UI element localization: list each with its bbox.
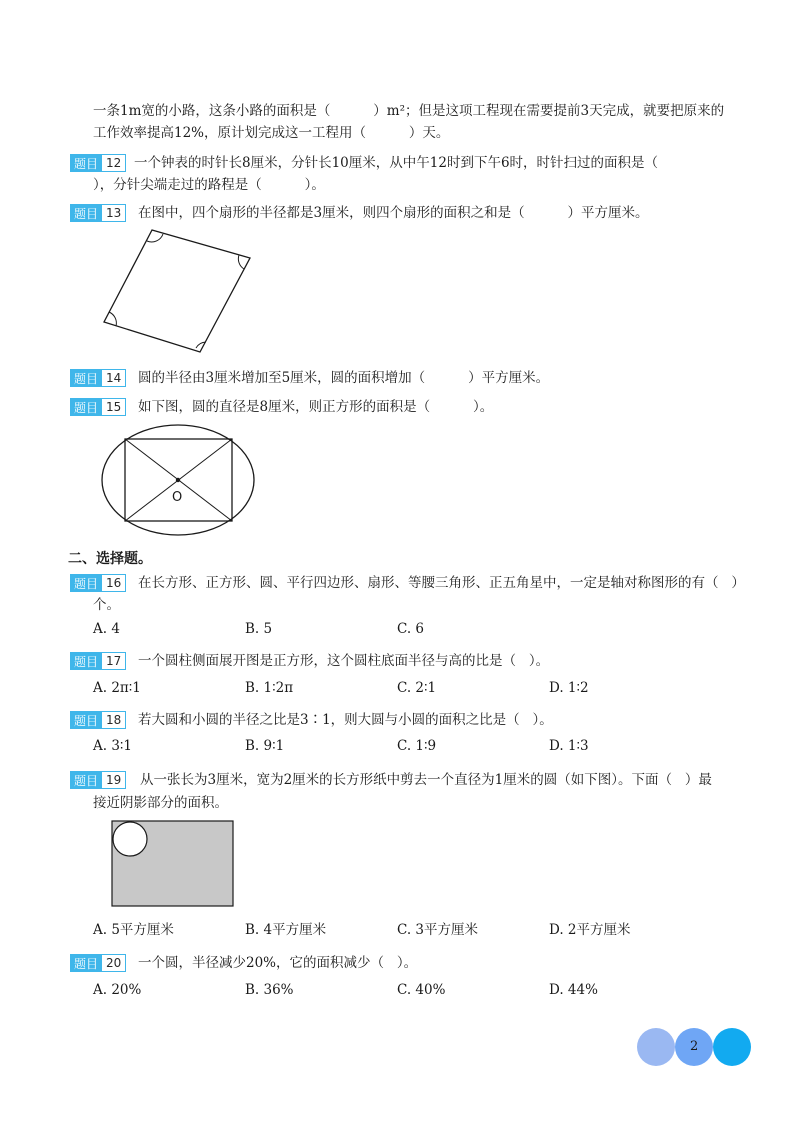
q18-option-b[interactable]: B. 9∶1	[245, 738, 285, 754]
q20-option-d[interactable]: D. 44%	[549, 982, 598, 998]
light-circle	[637, 1028, 675, 1066]
question-tag-18	[70, 711, 126, 729]
q18-text: 若大圆和小圆的半径之比是3∶1，则大圆与小圆的面积之比是（ ）。	[138, 712, 553, 728]
q20-option-b[interactable]: B. 36%	[245, 982, 294, 998]
question-tag-15	[70, 398, 126, 416]
tag-number: 18	[102, 711, 126, 729]
tag-label: 题目	[70, 398, 102, 416]
q16-line-1: 在长方形、正方形、圆、平行四边形、扇形、等腰三角形、正五角星中，一定是轴对称图形的有（ ）	[138, 575, 745, 591]
q19-option-a[interactable]: A. 5平方厘米	[93, 922, 174, 938]
question-tag-12	[70, 154, 126, 172]
question-tag-19	[70, 771, 126, 789]
tag-number: 19	[102, 771, 126, 789]
q15-text: 如下图，圆的直径是8厘米，则正方形的面积是（ ）。	[138, 399, 494, 415]
q14-text: 圆的半径由3厘米增加至5厘米，圆的面积增加（ ）平方厘米。	[138, 370, 550, 386]
q13-text: 在图中，四个扇形的半径都是3厘米，则四个扇形的面积之和是（ ）平方厘米。	[138, 205, 649, 221]
shaded-rectangle-figure	[111, 820, 235, 908]
tag-number: 13	[102, 204, 126, 222]
tag-number: 16	[102, 574, 126, 592]
q20-option-c[interactable]: C. 40%	[397, 982, 446, 998]
q20-option-a[interactable]: A. 20%	[93, 982, 142, 998]
tag-number: 20	[102, 954, 126, 972]
tag-number: 14	[102, 369, 126, 387]
intro-line-1: 一条1m宽的小路，这条小路的面积是（ ）m²；但是这项工程现在需要提前3天完成，就要把原来的	[93, 103, 725, 119]
tag-label: 题目	[70, 154, 102, 172]
tag-label: 题目	[70, 204, 102, 222]
tag-number: 12	[102, 154, 126, 172]
tag-label: 题目	[70, 574, 102, 592]
intro-line-2: 工作效率提高12%，原计划完成这一工程用（ ）天。	[93, 125, 450, 141]
q17-text: 一个圆柱侧面展开图是正方形，这个圆柱底面半径与高的比是（ ）。	[138, 653, 550, 669]
tag-label: 题目	[70, 369, 102, 387]
q18-option-d[interactable]: D. 1∶3	[549, 738, 589, 754]
q17-option-b[interactable]: B. 1∶2π	[245, 680, 294, 696]
tag-label: 题目	[70, 711, 102, 729]
q16-option-c[interactable]: C. 6	[397, 621, 425, 637]
q12-line-1: 一个钟表的时针长8厘米，分针长10厘米，从中午12时到下午6时，时针扫过的面积是（	[134, 155, 659, 171]
q17-option-c[interactable]: C. 2∶1	[397, 680, 437, 696]
question-tag-13	[70, 204, 126, 222]
question-tag-16	[70, 574, 126, 592]
dark-circle	[713, 1028, 751, 1066]
tag-label: 题目	[70, 771, 102, 789]
q16-line-2: 个。	[93, 597, 120, 613]
q19-option-d[interactable]: D. 2平方厘米	[549, 922, 631, 938]
tag-label: 题目	[70, 954, 102, 972]
q20-text: 一个圆，半径减少20%，它的面积减少（ ）。	[138, 955, 418, 971]
tag-number: 15	[102, 398, 126, 416]
section-title: 二、选择题。	[68, 551, 152, 567]
q19-option-b[interactable]: B. 4平方厘米	[245, 922, 327, 938]
question-tag-14	[70, 369, 126, 387]
q19-line-1: 从一张长为3厘米，宽为2厘米的长方形纸中剪去一个直径为1厘米的圆（如下图）。下面（ ）最	[140, 772, 712, 788]
q18-option-c[interactable]: C. 1∶9	[397, 738, 437, 754]
q18-option-a[interactable]: A. 3∶1	[93, 738, 133, 754]
tag-number: 17	[102, 652, 126, 670]
q17-option-d[interactable]: D. 1∶2	[549, 680, 589, 696]
q12-line-2: ），分针尖端走过的路程是（ ）。	[93, 177, 325, 193]
q16-option-a[interactable]: A. 4	[93, 621, 120, 637]
question-tag-20	[70, 954, 126, 972]
circle-square-figure	[98, 422, 260, 540]
tag-label: 题目	[70, 652, 102, 670]
parallelogram-figure	[100, 224, 260, 360]
q16-option-b[interactable]: B. 5	[245, 621, 273, 637]
page-number: 2	[690, 1039, 699, 1054]
q17-option-a[interactable]: A. 2π∶1	[93, 680, 141, 696]
q19-option-c[interactable]: C. 3平方厘米	[397, 922, 479, 938]
q19-line-2: 接近阴影部分的面积。	[93, 795, 228, 811]
question-tag-17	[70, 652, 126, 670]
center-label: O	[172, 490, 183, 505]
